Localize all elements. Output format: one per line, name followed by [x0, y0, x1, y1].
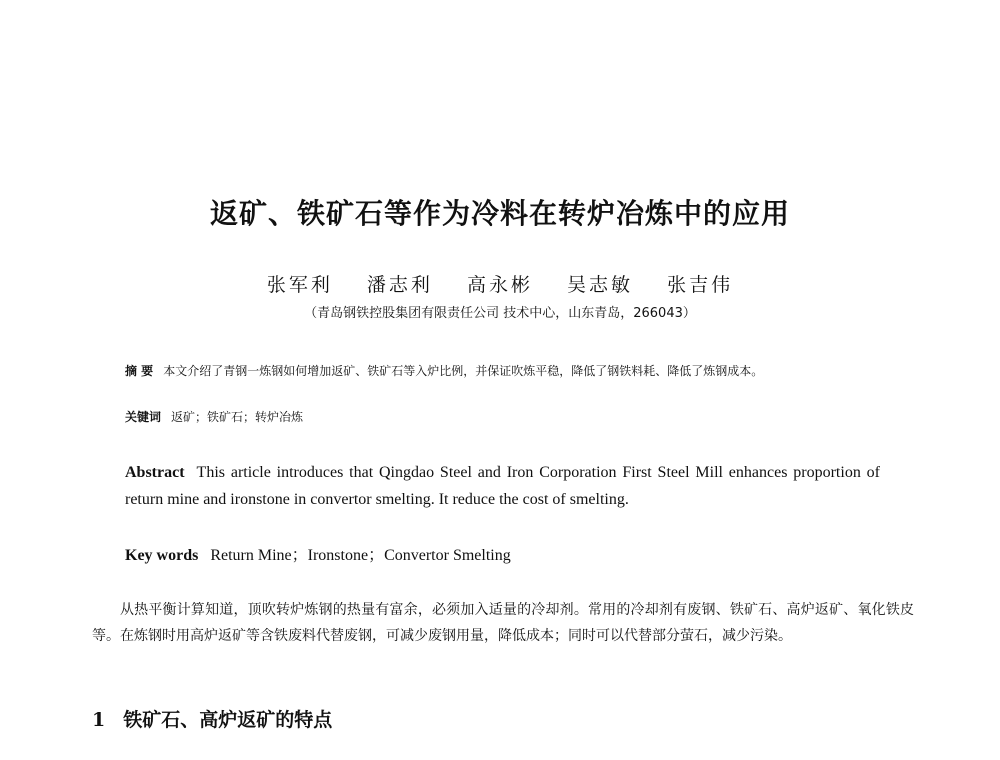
abstract-zh — [125, 360, 885, 382]
abstract-en — [125, 459, 880, 513]
keywords-zh-text: 返矿；铁矿石；转炉冶炼 — [171, 410, 304, 424]
affiliation: （青岛钢铁控股集团有限责任公司 技术中心，山东青岛，266043） — [304, 306, 696, 321]
abstract-zh-text: 本文介绍了青钢一炼钢如何增加返矿、铁矿石等入炉比例，并保证吹炼平稳，降低了钢铁料耗、降低了炼钢成本。 — [163, 364, 764, 378]
keywords-en — [125, 542, 880, 565]
abstract-en-text: This article introduces that Qingdao Steel and Iron Corporation First Steel Mill enhances proportion of return mine and ironstone in convertor smelting. It reduce the cost of smelting. — [125, 464, 880, 508]
keywords-zh — [125, 408, 885, 425]
paper-title: 返矿、铁矿石等作为冷料在转炉冶炼中的应用 — [209, 197, 790, 230]
keywords-en-text: Return Mine；Ironstone；Convertor Smelting — [210, 547, 511, 564]
author-name: 张军利 — [266, 274, 333, 296]
keywords-zh-label: 关键词 — [125, 410, 162, 424]
author-list — [0, 270, 1000, 297]
author-name: 吴志敏 — [567, 274, 634, 296]
section-heading — [92, 705, 332, 732]
keywords-en-label: Key words — [125, 547, 199, 564]
author-name: 高永彬 — [466, 274, 533, 296]
section-title: 铁矿石、高炉返矿的特点 — [123, 709, 333, 731]
abstract-en-label: Abstract — [125, 464, 185, 481]
abstract-zh-label: 摘 要 — [125, 364, 154, 378]
author-name: 潘志利 — [366, 274, 433, 296]
section-number: 1 — [92, 709, 106, 731]
author-name: 张吉伟 — [667, 274, 734, 296]
body-paragraph: 从热平衡计算知道，顶吹转炉炼钢的热量有富余，必须加入适量的冷却剂。常用的冷却剂有废钢、铁矿石、高炉返矿、氧化铁皮等。在炼钢时用高炉返矿等含铁废料代替废钢，可减少废钢用量，降低成本；同时可以代替部分萤石，减少污染。 — [92, 602, 914, 644]
